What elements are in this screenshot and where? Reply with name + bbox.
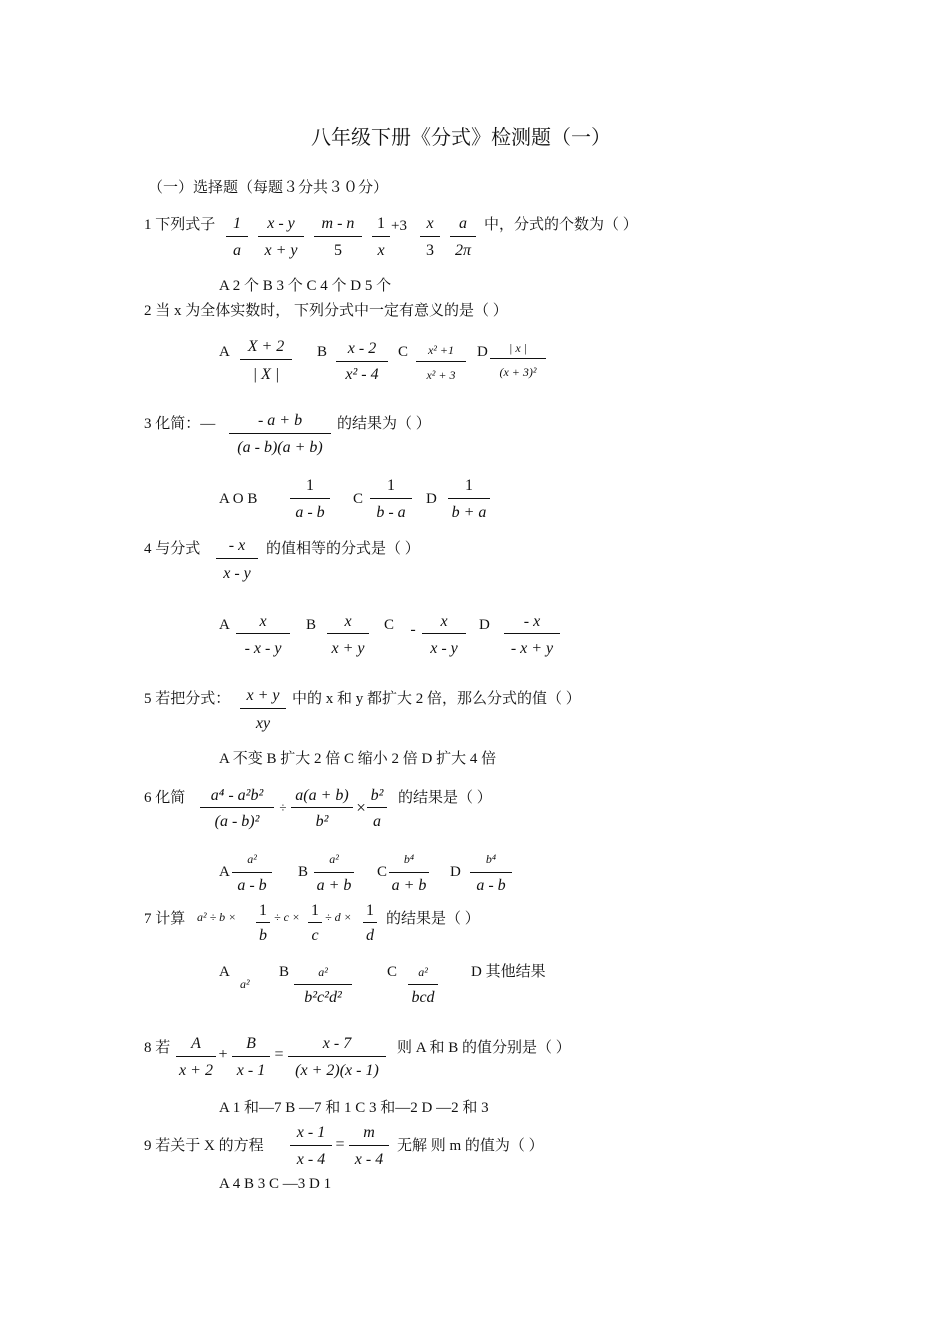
q1-frac5-den: 3 xyxy=(426,242,434,259)
q1-stem: 1 下列式子 xyxy=(144,217,216,233)
q6-frac1-den: (a - b)² xyxy=(214,813,260,830)
q2-option-c: C xyxy=(398,344,409,360)
q6-fb-den: a + b xyxy=(316,877,352,894)
fraction-bar xyxy=(504,633,560,634)
q3-fc-num: 1 xyxy=(387,477,395,494)
fraction-bar xyxy=(448,498,490,499)
fraction-bar xyxy=(367,807,387,808)
q3-fc-den: b - a xyxy=(376,504,406,521)
q6-option-c: C xyxy=(377,864,388,880)
q5-frac-den: xy xyxy=(255,715,271,732)
q2-option-a: A xyxy=(219,344,230,360)
q4-option-b: B xyxy=(306,617,317,633)
q4-minus-sign: - xyxy=(410,621,416,638)
q7-fc-num: a² xyxy=(418,965,428,979)
q8-options: A 1 和—7 B —7 和 1 C 3 和—2 D —2 和 3 xyxy=(219,1100,489,1116)
q5-tail: 中的 x 和 y 都扩大 2 倍，那么分式的值（ ） xyxy=(292,691,581,707)
fraction-bar xyxy=(232,1056,270,1057)
q7-option-d: D 其他结果 xyxy=(471,964,546,980)
equals-sign: = xyxy=(335,1136,345,1153)
q7-fb-den: b²c²d² xyxy=(304,989,342,1006)
fraction-bar xyxy=(240,359,292,360)
q9-frac1-den: x - 4 xyxy=(296,1151,326,1168)
q1-frac1-den: a xyxy=(233,242,241,259)
q3-tail: 的结果为（ ） xyxy=(337,416,431,432)
fraction-bar xyxy=(294,984,352,985)
fraction-bar xyxy=(370,498,412,499)
fraction-bar xyxy=(290,1145,332,1146)
q6-fa-num: a² xyxy=(247,852,257,866)
fraction-bar xyxy=(258,236,304,237)
q7-va: a² xyxy=(240,977,250,991)
fraction-bar xyxy=(236,633,290,634)
q6-fb-num: a² xyxy=(329,852,339,866)
q6-frac2-num: a(a + b) xyxy=(295,787,349,804)
q4-fc-num: x xyxy=(440,613,448,630)
fraction-bar xyxy=(308,922,322,923)
fraction-bar xyxy=(470,872,512,873)
q4-fd-den: - x + y xyxy=(510,640,554,657)
q1-plus3: +3 xyxy=(391,218,407,234)
fraction-bar xyxy=(216,558,258,559)
q3-frac-den: (a - b)(a + b) xyxy=(237,439,323,456)
q4-option-c: C xyxy=(384,617,395,633)
q1-frac3-num: m - n xyxy=(321,215,355,232)
q3-option-d: D xyxy=(426,491,437,507)
fraction-bar xyxy=(490,358,546,359)
q4-fa-num: x xyxy=(259,613,267,630)
fraction-bar xyxy=(372,236,390,237)
q7-frac3-num: 1 xyxy=(366,902,374,919)
q9-frac2-num: m xyxy=(363,1124,375,1141)
q1-frac1-num: 1 xyxy=(233,215,241,232)
q7-tail: 的结果是（ ） xyxy=(386,911,480,927)
q7-option-c: C xyxy=(387,964,398,980)
q7-frac1-num: 1 xyxy=(259,902,267,919)
q3-frac-num: - a + b xyxy=(257,412,303,429)
q2-fb-den: x² - 4 xyxy=(345,366,379,383)
q2-fd-num: | x | xyxy=(509,341,527,355)
fraction-bar xyxy=(256,922,270,923)
q1-frac3-den: 5 xyxy=(334,242,342,259)
fraction-bar xyxy=(290,498,330,499)
q1-options: A 2 个 B 3 个 C 4 个 D 5 个 xyxy=(219,278,392,294)
q7-frac1-den: b xyxy=(259,927,267,944)
fraction-bar xyxy=(349,1145,389,1146)
q7-stem: 7 计算 xyxy=(144,911,186,927)
q6-fc-den: a + b xyxy=(391,877,427,894)
q1-tail: 中，分式的个数为（ ） xyxy=(484,217,638,233)
divide-sign: ÷ xyxy=(279,800,287,815)
fraction-bar xyxy=(408,984,438,985)
fraction-bar xyxy=(422,633,466,634)
fraction-bar xyxy=(226,236,248,237)
q4-fd-num: - x xyxy=(523,613,541,630)
fraction-bar xyxy=(291,807,353,808)
q5-stem: 5 若把分式： xyxy=(144,691,231,707)
q7-expr-part1: a² ÷ b × xyxy=(197,910,237,924)
q3-fb-num: 1 xyxy=(306,477,314,494)
q6-frac2-den: b² xyxy=(315,813,329,830)
q7-frac2-den: c xyxy=(311,927,319,944)
q8-frac2-num: B xyxy=(246,1035,256,1052)
q6-fc-num: b⁴ xyxy=(403,852,415,866)
q6-option-d: D xyxy=(450,864,461,880)
fraction-bar xyxy=(314,872,354,873)
q2-fd-den: (x + 3)² xyxy=(499,365,537,379)
q5-frac-num: x + y xyxy=(246,687,280,704)
q9-options: A 4 B 3 C —3 D 1 xyxy=(219,1176,332,1192)
fraction-bar xyxy=(240,708,286,709)
q3-stem: 3 化简：— xyxy=(144,416,216,432)
q3-fd-num: 1 xyxy=(465,477,473,494)
fraction-bar xyxy=(336,361,388,362)
q8-frac3-num: x - 7 xyxy=(322,1035,352,1052)
q1-frac2-num: x - y xyxy=(267,215,295,232)
q2-stem: 2 当 x 为全体实数时， 下列分式中一定有意义的是（ ） xyxy=(144,303,508,319)
q9-tail: 无解 则 m 的值为（ ） xyxy=(397,1138,544,1154)
fraction-bar xyxy=(363,922,377,923)
q4-fb-num: x xyxy=(344,613,352,630)
q6-fa-den: a - b xyxy=(237,877,267,894)
q6-fd-num: b⁴ xyxy=(485,852,497,866)
q7-frac3-den: d xyxy=(366,927,374,944)
times-sign: × xyxy=(356,798,366,817)
q6-frac3-den: a xyxy=(373,813,381,830)
fraction-bar xyxy=(450,236,476,237)
q3-option-a-b: A O B xyxy=(219,491,258,507)
q5-options: A 不变 B 扩大 2 倍 C 缩小 2 倍 D 扩大 4 倍 xyxy=(219,751,497,767)
q9-frac1-num: x - 1 xyxy=(296,1124,326,1141)
q3-option-c: C xyxy=(353,491,364,507)
q7-frac2-num: 1 xyxy=(311,902,319,919)
q4-frac-num: - x xyxy=(228,537,246,554)
q1-frac6-num: a xyxy=(459,215,467,232)
q7-option-a: A xyxy=(219,964,230,980)
q3-fd-den: b + a xyxy=(451,504,487,521)
section-heading: （一）选择题（每题３分共３０分） xyxy=(148,180,389,196)
q6-tail: 的结果是（ ） xyxy=(398,790,492,806)
fraction-bar xyxy=(200,807,274,808)
q7-expr-part2: ÷ c × xyxy=(274,910,301,924)
q2-fc-num: x² +1 xyxy=(427,343,455,357)
q8-frac1-num: A xyxy=(191,1035,201,1052)
fraction-bar xyxy=(389,872,429,873)
q6-fd-den: a - b xyxy=(476,877,506,894)
fraction-bar xyxy=(229,433,331,434)
q4-frac-den: x - y xyxy=(223,565,251,582)
q1-frac6-den: 2π xyxy=(454,242,471,259)
plus-sign: + xyxy=(218,1046,228,1063)
q6-option-b: B xyxy=(298,864,309,880)
q2-option-d: D xyxy=(477,344,488,360)
fraction-bar xyxy=(416,361,466,362)
q1-frac4-num: 1 xyxy=(377,215,385,232)
q7-option-b: B xyxy=(279,964,290,980)
q4-fb-den: x + y xyxy=(331,640,365,657)
q4-stem: 4 与分式 xyxy=(144,541,201,557)
q2-option-b: B xyxy=(317,344,328,360)
q1-frac4-den: x xyxy=(377,242,385,259)
fraction-bar xyxy=(314,236,362,237)
equals-sign: = xyxy=(274,1046,284,1063)
q9-stem: 9 若关于 X 的方程 xyxy=(144,1138,264,1154)
fraction-bar xyxy=(176,1056,216,1057)
q2-fb-num: x - 2 xyxy=(347,340,377,357)
q7-fb-num: a² xyxy=(318,965,328,979)
q6-stem: 6 化简 xyxy=(144,790,186,806)
q8-frac2-den: x - 1 xyxy=(236,1062,266,1079)
q8-stem: 8 若 xyxy=(144,1040,171,1056)
fraction-bar xyxy=(327,633,369,634)
q6-frac3-num: b² xyxy=(370,787,384,804)
q7-fc-den: bcd xyxy=(411,989,435,1006)
q4-fa-den: - x - y xyxy=(244,640,282,657)
q7-expr-part3: ÷ d × xyxy=(325,910,352,924)
q1-frac5-num: x xyxy=(426,215,434,232)
q1-frac2-den: x + y xyxy=(264,242,298,259)
q2-fa-den: | X | xyxy=(252,366,280,383)
q4-fc-den: x - y xyxy=(430,640,458,657)
q8-tail: 则 A 和 B 的值分别是（ ） xyxy=(397,1040,571,1056)
q4-option-a: A xyxy=(219,617,230,633)
q6-frac1-num: a⁴ - a²b² xyxy=(210,787,264,804)
q2-fc-den: x² + 3 xyxy=(426,368,456,382)
q9-frac2-den: x - 4 xyxy=(354,1151,384,1168)
q8-frac3-den: (x + 2)(x - 1) xyxy=(295,1062,379,1079)
q3-fb-den: a - b xyxy=(295,504,325,521)
page-title: 八年级下册《分式》检测题（一） xyxy=(311,127,611,149)
fraction-bar xyxy=(288,1056,386,1057)
fraction-bar xyxy=(232,872,272,873)
fraction-bar xyxy=(420,236,440,237)
q4-tail: 的值相等的分式是（ ） xyxy=(266,541,420,557)
q4-option-d: D xyxy=(479,617,490,633)
q8-frac1-den: x + 2 xyxy=(179,1062,213,1079)
q2-fa-num: X + 2 xyxy=(247,338,285,355)
q6-option-a: A xyxy=(219,864,230,880)
